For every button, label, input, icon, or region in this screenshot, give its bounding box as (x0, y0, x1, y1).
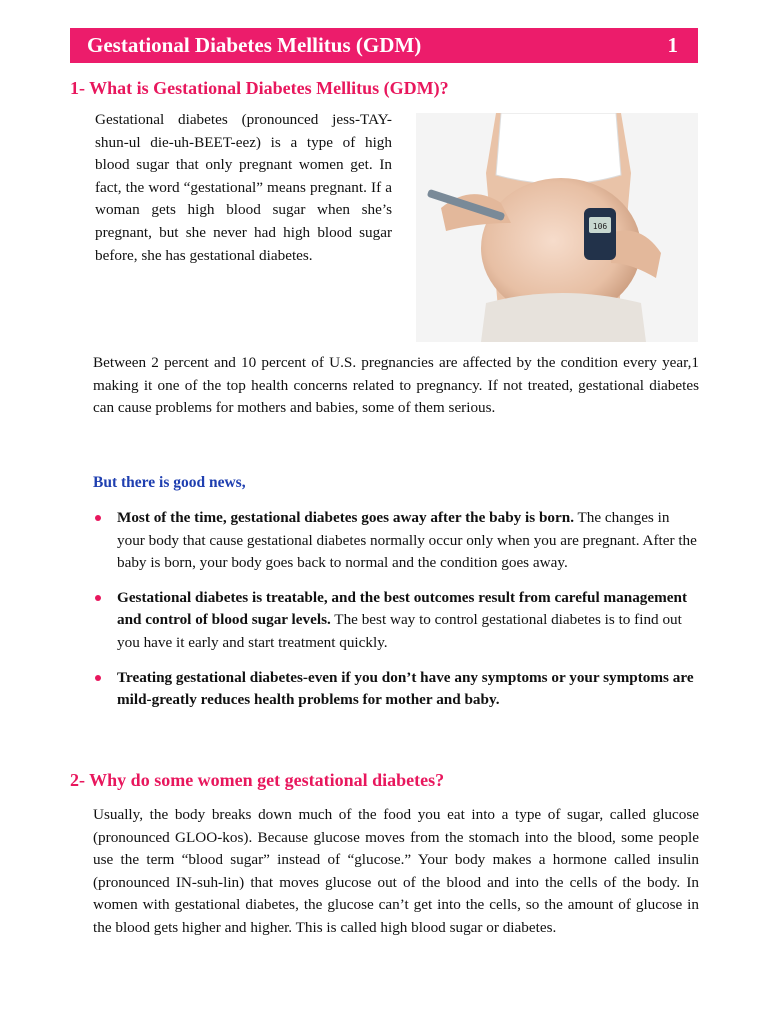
section2-paragraph: Usually, the body breaks down much of the food you eat into a type of sugar, called glucose (pronounced GLOO-kos). Because glucose moves from the stomach into the blood, some people use the term “blood sugar” instead of “glucose.” Your body makes a hormone called insulin (pronounced IN-suh-lin) that moves glucose out of the blood and into the cells of the body. In women with gestational diabetes, the glucose can’t get into the cells, so the amount of glucose in the blood gets higher and higher. This is called high blood sugar or diabetes. (93, 806, 699, 936)
photo-illustration (416, 113, 698, 342)
section2-heading: 2- Why do some women get gestational diabetes? (70, 770, 445, 790)
intro-paragraph: Gestational diabetes (pronounced jess-TAY-shun-ul die-uh-BEET-eez) is a type of high blood sugar that only pregnant women get. In fact, the word “gestational” means pregnant. If a woman gets high blood sugar when she’s pregnant, but she never had high blood sugar before, she has gestational diabetes. (95, 111, 392, 264)
bullet-icon (95, 595, 101, 601)
bullet-bold-text: Gestational diabetes is treatable, and the best outcomes result from careful management and control of blood sugar levels. (117, 588, 688, 629)
list-item (93, 587, 699, 655)
bullet-text: The changes in your body that cause gestational diabetes normally occur only when you are pregnant. After the baby is born, your body goes back to normal and the condition goes away. (117, 509, 697, 572)
page-header-bar (70, 28, 698, 63)
pregnant-woman-glucose-meter-image (416, 113, 698, 342)
prevalence-paragraph: Between 2 percent and 10 percent of U.S. pregnancies are affected by the condition every year,1 making it one of the top health concerns related to pregnancy. If not treated, gestational diabetes can cause problems for mothers and babies, some of them serious. (93, 354, 699, 417)
bullet-text: The best way to control gestational diabetes is to find out you have it early and start treatment quickly. (117, 611, 682, 651)
meter-reading: 106 (592, 222, 608, 231)
list-item (93, 667, 699, 712)
section1-heading: 1- What is Gestational Diabetes Mellitus (GDM)? (70, 78, 449, 98)
good-news-heading: But there is good news, (93, 474, 246, 491)
page-number: 1 (667, 33, 678, 57)
bullet-icon (95, 675, 101, 681)
bullet-icon (95, 515, 101, 521)
list-item (93, 507, 699, 575)
header-title: Gestational Diabetes Mellitus (GDM) (87, 33, 422, 57)
bullet-bold-text: Treating gestational diabetes-even if you don’t have any symptoms or your symptoms are mild-greatly reduces health problems for mother and baby. (117, 668, 694, 709)
bullet-bold-text: Most of the time, gestational diabetes goes away after the baby is born. (117, 509, 574, 526)
good-news-list (93, 507, 699, 724)
